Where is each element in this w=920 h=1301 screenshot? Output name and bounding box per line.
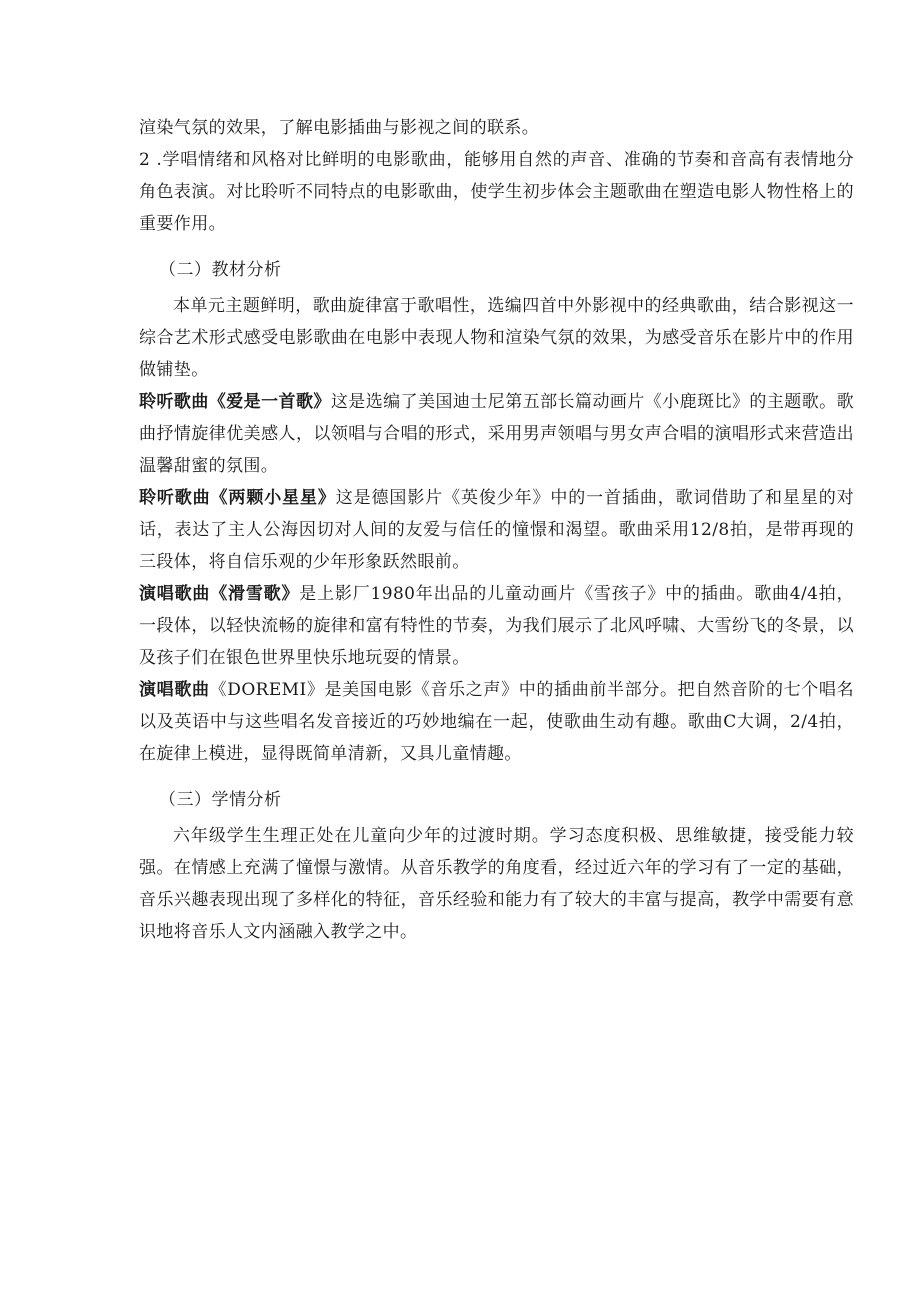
song-item-4 — [139, 674, 854, 770]
song-item-4-lead: 演唱歌曲 — [139, 680, 210, 700]
song-item-3-lead: 演唱歌曲《滑雪歌》 — [139, 584, 300, 604]
song-item-1 — [139, 386, 854, 482]
song-item-1-lead: 聆听歌曲《爱是一首歌》 — [139, 392, 331, 412]
goal-paragraph-1-tail: 渲染气氛的效果，了解电影插曲与影视之间的联系。 — [139, 118, 540, 138]
song-item-4-text: 《DOREMI》是美国电影《音乐之声》中的插曲前半部分。把自然音阶的七个唱名以及英语中与这些唱名发音接近的巧妙地编在一起，使歌曲生动有趣。歌曲C大调，2/4拍，在旋律上模进，显得既简单清新，又具儿童情趣。 — [139, 680, 854, 764]
song-item-2-lead: 聆听歌曲《两颗小星星》 — [139, 488, 336, 508]
song-item-1-text: 这是选编了美国迪士尼第五部长篇动画片《小鹿斑比》的主题歌。歌曲抒情旋律优美感人，以领唱与合唱的形式，采用男声领唱与男女声合唱的演唱形式来营造出温馨甜蜜的氛围。 — [139, 392, 854, 476]
textbook-intro: 本单元主题鲜明，歌曲旋律富于歌唱性，选编四首中外影视中的经典歌曲，结合影视这一综合艺术形式感受电影歌曲在电影中表现人物和渲染气氛的效果，为感受音乐在影片中的作用做铺垫。 — [139, 296, 854, 380]
student-analysis-text: 六年级学生生理正处在儿童向少年的过渡时期。学习态度积极、思维敏捷，接受能力较强。在情感上充满了憧憬与激情。从音乐教学的角度看，经过近六年的学习有了一定的基础，音乐兴趣表现出现了多样化的特征，音乐经验和能力有了较大的丰富与提高，教学中需要有意识地将音乐人文内涵融入教学之中。 — [139, 826, 854, 942]
section-heading-student-analysis: （三）学情分析 — [159, 790, 282, 810]
song-item-3 — [139, 578, 854, 674]
section-heading-textbook-analysis: （二）教材分析 — [159, 260, 282, 280]
song-item-2 — [139, 482, 854, 578]
document-page — [139, 112, 854, 948]
goal-paragraph-2: 2 .学唱情绪和风格对比鲜明的电影歌曲，能够用自然的声音、准确的节奏和音高有表情地分角色表演。对比聆听不同特点的电影歌曲，使学生初步体会主题歌曲在塑造电影人物性格上的重要作用。 — [139, 150, 854, 234]
song-item-2-text: 这是德国影片《英俊少年》中的一首插曲，歌词借助了和星星的对话，表达了主人公海因切对人间的友爱与信任的憧憬和渴望。歌曲采用12/8拍，是带再现的三段体，将自信乐观的少年形象跃然眼前。 — [139, 488, 854, 572]
song-item-3-text: 是上影厂1980年出品的儿童动画片《雪孩子》中的插曲。歌曲4/4拍，一段体，以轻快流畅的旋律和富有特性的节奏，为我们展示了北风呼啸、大雪纷飞的冬景，以及孩子们在银色世界里快乐地玩耍的情景。 — [139, 584, 854, 668]
